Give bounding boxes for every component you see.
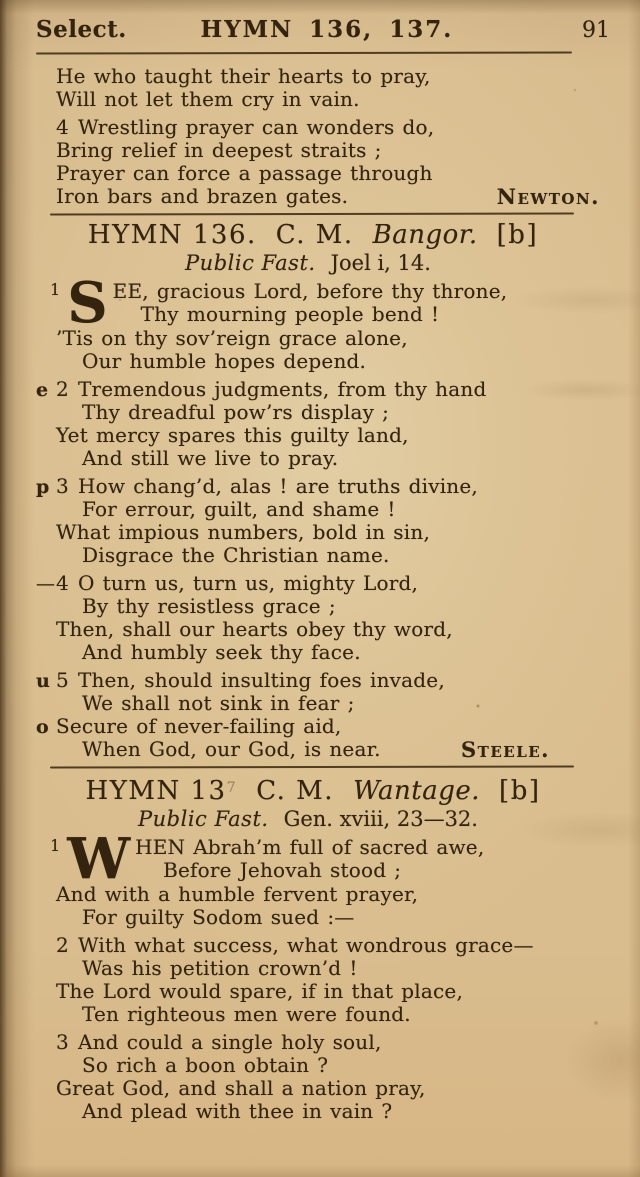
verse-text: O turn us, turn us, mighty Lord, (77, 571, 419, 595)
key-bracket: [b] (499, 776, 541, 807)
verse-line: Was his petition crown’d ! (82, 956, 358, 981)
hymn-title (36, 773, 610, 807)
page-edge-bottom (0, 1165, 640, 1177)
verse-line: And with a humble fervent prayer, (56, 882, 419, 907)
verse-line: EE, gracious Lord, before thy throne, (112, 279, 508, 303)
verse-text: Tremendous judgments, from thy hand (77, 377, 487, 401)
verse-line: Thy mourning people bend ! (140, 302, 440, 326)
hymn-meter: C. M. (275, 220, 354, 250)
tune-name: Wantage. (353, 776, 481, 807)
stanza-3 (36, 1031, 610, 1123)
hymn-meter: C. M. (256, 776, 335, 807)
running-header (36, 16, 610, 43)
verse-line: So rich a boon obtain ? (82, 1053, 329, 1078)
hymn-137 (36, 773, 610, 1123)
verse-line: For guilty Sodom sued :— (82, 905, 355, 930)
hymn-135-continuation (36, 65, 610, 208)
section-rule (50, 213, 574, 216)
stanza-1 (36, 826, 610, 930)
verse-line: Yet mercy spares this guilty land, (56, 423, 409, 447)
verse-line: ’Tis on thy sov’reign grace alone, (56, 326, 408, 350)
verse-text: And could a single holy soul, (77, 1030, 382, 1055)
verse-text: How chang’d, alas ! are truths divine, (77, 474, 478, 498)
verse-line: He who taught their hearts to pray, (56, 64, 431, 88)
hymn-subtitle (36, 251, 610, 276)
verse-line: Prayer can force a passage through (56, 161, 433, 185)
verse-line (36, 738, 610, 761)
stanza-3 (36, 475, 610, 567)
stanza-number: 3 (56, 474, 69, 498)
expression-marker: e (36, 379, 49, 401)
drop-cap: S (67, 270, 108, 336)
verse-line: Our humble hopes depend. (82, 349, 367, 373)
stanza-number: 4 (56, 115, 69, 139)
verse-line (36, 669, 610, 692)
stanza-4 (36, 572, 610, 664)
occasion: Public Fast. (138, 807, 269, 832)
section-label: Select. (36, 16, 127, 43)
drop-cap: W (67, 826, 131, 893)
expression-marker: — (36, 573, 53, 595)
page-number: 91 (582, 18, 610, 43)
running-title: HYMN 136, 137. (200, 16, 454, 43)
hymn-136 (36, 220, 610, 761)
verse-line: For errour, guilt, and shame ! (82, 497, 396, 521)
dropcap-lines (135, 836, 484, 882)
expression-marker: u (36, 670, 50, 692)
dropcap-row (36, 270, 610, 336)
stanza-2 (36, 378, 610, 470)
scripture-reference: Gen. xviii, 23—32. (283, 807, 478, 832)
verse-line (36, 378, 610, 401)
stanza-number: 4 (56, 571, 69, 595)
stanza-number: 1 (50, 836, 61, 856)
stanza-number: 2 (56, 933, 69, 958)
verse-line (36, 934, 610, 957)
verse-line: What impious numbers, bold in sin, (56, 520, 430, 544)
verse-line (36, 475, 610, 498)
stanza-number: 1 (50, 280, 61, 299)
hymn-number (86, 773, 238, 807)
dropcap-lines (113, 280, 508, 326)
verse-line: Bring relief in deepest straits ; (56, 138, 382, 162)
verse-line: Great God, and shall a nation pray, (56, 1076, 426, 1101)
verse-line: Disgrace the Christian name. (82, 543, 390, 567)
occasion: Public Fast. (185, 251, 316, 275)
author-attribution: Newton. (496, 184, 600, 209)
verse-line: Ten righteous men were found. (82, 1002, 411, 1027)
expression-marker: p (36, 476, 50, 498)
scripture-reference: Joel i, 14. (330, 251, 431, 275)
verse-text: Then, should insulting foes invade, (77, 668, 445, 692)
verse-line: And humbly seek thy face. (82, 640, 361, 664)
stanza-4 (36, 116, 610, 208)
verse-line: Will not let them cry in vain. (56, 87, 360, 111)
verse-line (36, 572, 610, 595)
key-bracket: [b] (496, 220, 539, 250)
tune-name: Bangor. (372, 220, 478, 250)
stanza-number: 3 (56, 1030, 69, 1055)
stanza-number: 2 (56, 377, 69, 401)
verse-line: We shall not sink in fear ; (82, 691, 355, 715)
author-attribution: Steele. (461, 737, 550, 762)
verse-line (36, 116, 610, 139)
verse-line: And plead with thee in vain ? (82, 1099, 393, 1124)
stanza-1 (36, 270, 610, 373)
verse-line: The Lord would spare, if in that place, (56, 979, 464, 1004)
verse-line: Secure of never-failing aid, (56, 714, 342, 738)
hymn-title (36, 220, 610, 251)
expression-marker: o (36, 716, 49, 738)
verse-text: Iron bars and brazen gates. (56, 184, 349, 208)
verse-line: Thy dreadful pow’rs display ; (82, 400, 390, 424)
verse-line: Before Jehovah stood ; (163, 858, 402, 883)
verse-line (36, 185, 610, 208)
verse-line: By thy resistless grace ; (82, 594, 336, 618)
verse-line: Then, shall our hearts obey thy word, (56, 617, 453, 641)
verse-text: Wrestling prayer can wonders do, (77, 115, 435, 139)
faded-digit: 7 (226, 780, 238, 796)
verse-line: And still we live to pray. (82, 446, 339, 470)
dropcap-row (36, 826, 610, 893)
stanza-2 (36, 934, 610, 1026)
section-rule (50, 766, 574, 769)
stanza-number: 5 (56, 668, 69, 692)
header-rule (36, 51, 572, 54)
verse-line (36, 1031, 610, 1054)
hymn-number: HYMN 136. (87, 220, 257, 250)
stanza-partial (36, 65, 610, 111)
verse-line: HEN Abrah’m full of sacred awe, (135, 835, 485, 860)
stanza-5 (36, 669, 610, 761)
hymn-number-text: HYMN 13 (85, 776, 227, 807)
verse-text: When God, our God, is near. (82, 737, 381, 761)
verse-text: With what success, what wondrous grace— (77, 933, 534, 958)
